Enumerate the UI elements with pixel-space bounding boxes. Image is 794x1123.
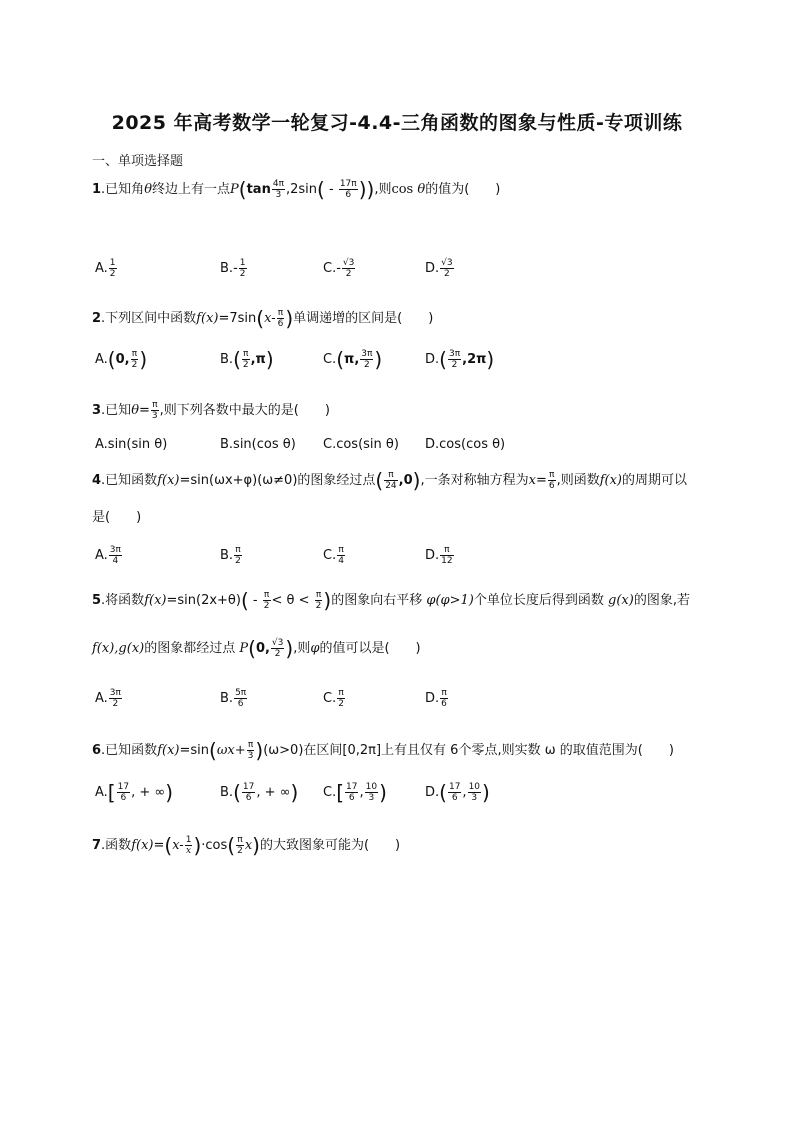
option-c[interactable]: C.(π, $\frac{3\pi}{2}$ ) — [323, 347, 383, 372]
option-a[interactable]: A.[ $\frac{17}{6}$ , + ∞) — [95, 780, 173, 805]
option-d[interactable]: D.cos(cos θ) — [425, 437, 506, 452]
theta-symbol: θ — [144, 182, 153, 197]
option-b[interactable]: B. $\frac{5\pi}{6}$ — [220, 688, 247, 709]
option-a[interactable]: A. $\frac{3\pi}{2}$ — [95, 688, 121, 709]
stem-text: 的值为( — [425, 182, 470, 197]
option-a[interactable]: A.(0, $\frac{\pi}{2}$ ) — [95, 347, 148, 372]
tan-text: tan — [246, 182, 271, 197]
option-d[interactable]: D. $\frac{\pi}{6}$ — [425, 688, 447, 709]
option-b[interactable]: B.sin(cos θ) — [220, 437, 296, 452]
option-a[interactable]: A.sin(sin θ) — [95, 437, 168, 452]
question-3: 3.已知θ= $\frac{\pi}{3}$ ,则下列各数中最大的是( ) — [92, 400, 330, 421]
question-4-line-2: 是( ) — [92, 510, 142, 525]
option-b[interactable]: B. $\frac{\pi}{2}$ — [220, 545, 241, 566]
option-c[interactable]: C. $\frac{\pi}{2}$ — [323, 688, 344, 709]
option-c[interactable]: C.cos(sin θ) — [323, 437, 399, 452]
option-d[interactable]: D. $\frac{\pi}{12}$ — [425, 545, 453, 566]
option-c[interactable]: C. $\frac{\pi}{4}$ — [323, 545, 344, 566]
section-heading: 一、单项选择题 — [92, 154, 184, 169]
question-5: 5.将函数f(x)=sin(2x+θ)( - $\frac{\pi}{2}$ < θ < $\frac{\pi}{2}$ )的图象向右平移 φ(φ>1)个单位长度后得到函数 g(x)的图象,若 — [92, 588, 690, 613]
stem-text: ,2sin — [286, 182, 318, 197]
stem-text: 终边上有一点 — [152, 182, 231, 197]
option-a[interactable]: A. $\frac{1}{2}$ — [95, 258, 116, 279]
question-2: 2.下列区间中函数f(x)=7sin(x- $\frac{\pi}{6}$ )单调递增的区间是( ) — [92, 306, 434, 331]
option-a[interactable]: A. $\frac{3\pi}{4}$ — [95, 545, 121, 566]
option-b[interactable]: B.- $\frac{1}{2}$ — [220, 258, 246, 279]
option-d[interactable]: D.( $\frac{17}{6}$ , $\frac{10}{3}$ ) — [425, 780, 490, 805]
question-6: 6.已知函数f(x)=sin(ωx+ $\frac{\pi}{3}$ )(ω>0)在区间[0,2π]上有且仅有 6个零点,则实数 ω 的取值范围为( ) — [92, 738, 674, 763]
option-c[interactable]: C.[ $\frac{17}{6}$ , $\frac{10}{3}$ ) — [323, 780, 387, 805]
question-5-line-2: f(x),g(x)的图象都经过点 P(0, $\frac{√3}{2}$ ),则φ的值可以是( ) — [92, 636, 421, 661]
point-label: P — [230, 182, 239, 197]
fraction: $\frac{17\pi}{6}$ — [339, 179, 357, 200]
option-d[interactable]: D.( $\frac{3\pi}{2}$ ,2π) — [425, 347, 495, 372]
stem-text: ,则 — [374, 182, 392, 197]
stem-text: .已知角 — [101, 182, 145, 197]
question-number: 1 — [92, 182, 102, 197]
option-d[interactable]: D. $\frac{√3}{2}$ — [425, 258, 453, 279]
page-title: 2025 年高考数学一轮复习-4.4-三角函数的图象与性质-专项训练 — [111, 112, 683, 134]
question-1: 1.已知角θ终边上有一点P(tan $\frac{4\pi}{3}$ ,2sin( - $\frac{17\pi}{6}$ )),则cos θ的值为( ) — [92, 177, 501, 202]
question-7: 7.函数f(x)=(x- $\frac{1}{x}$ )·cos( $\frac{\pi}{2}$ x)的大致图象可能为( ) — [92, 833, 401, 858]
option-b[interactable]: B.( $\frac{17}{6}$ , + ∞) — [220, 780, 299, 805]
option-b[interactable]: B.( $\frac{\pi}{2}$ ,π) — [220, 347, 274, 372]
fraction: $\frac{4\pi}{3}$ — [272, 179, 284, 200]
option-c[interactable]: C.- $\frac{√3}{2}$ — [323, 258, 355, 279]
question-4: 4.已知函数f(x)=sin(ωx+φ)(ω≠0)的图象经过点( $\frac{\pi}{24}$ ,0),一条对称轴方程为x= $\frac{\pi}{6}$ ,则函数f(x)的周期可以 — [92, 468, 688, 493]
